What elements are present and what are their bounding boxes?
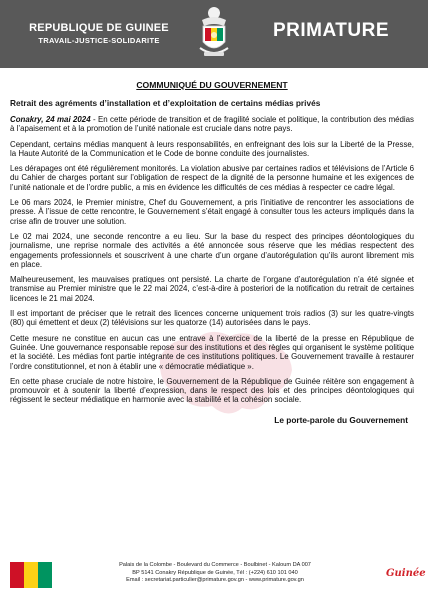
letterhead bbox=[0, 0, 428, 68]
footer-line: BP 5141 Conakry République de Guinée, Tél : (+224) 610 101 040 bbox=[132, 569, 298, 576]
paragraph: Il est important de préciser que le retrait des licences concerne uniquement trois radios (3) sur les quatre-vingts (80) qui émettent et deux (2) télévisions sur les quatorze (14) autorisées dans le pays. bbox=[10, 309, 414, 328]
national-motto: TRAVAIL-JUSTICE-SOLIDARITE bbox=[38, 36, 160, 45]
paragraph: Le 06 mars 2024, le Premier ministre, Chef du Gouvernement, a pris l’initiative de rencontrer les associations de presse. À l’issue de cette rencontre, le Gouvernement s’était engagé à consulter tous les acteurs impliqués dans la crise afin de trouver une solution. bbox=[10, 198, 414, 226]
letterhead-left bbox=[14, 22, 184, 45]
paragraph: Le 02 mai 2024, une seconde rencontre a eu lieu. Sur la base du respect des principes déontologiques du journalisme, une reprise normale des activités a été annoncée sous réserve que les médias respectent des engagements professionnels et souscrivent à une charte d’un organe d’autorégulation qu’ils auront librement mis en place. bbox=[10, 231, 414, 269]
paragraph: Cependant, certains médias manquent à leurs responsabilités, en enfreignant des lois sur la Liberté de la Presse, la Haute Autorité de la Communication et le Code de bonne conduite des journalistes. bbox=[10, 139, 414, 158]
country-name: REPUBLIQUE DE GUINEE bbox=[29, 22, 169, 34]
dateline: Conakry, 24 mai 2024 bbox=[10, 115, 91, 124]
communique-body bbox=[10, 80, 414, 425]
office-name: PRIMATURE bbox=[272, 20, 390, 41]
coat-of-arms-icon bbox=[196, 4, 232, 62]
paragraph: Cette mesure ne constitue en aucun cas une entrave à l’exercice de la liberté de la presse en République de Guinée. Une gouvernance responsable repose sur des institutions et des règles qui organisent le système politique et la société. Les médias font partie intégrante de ces institutions politiques. Le Gouvernement travaille à restaurer l’ordre constitutionnel, et non à établir une « démocratie médiatique ». bbox=[10, 333, 414, 371]
paragraph: En cette phase cruciale de notre histoire, le Gouvernement de la République de Guinée réitère son engagement à promouvoir et à soutenir la liberté d’expression, dans le respect des lois et des principes déontologiques qui régissent le secteur médiatique en harmonie avec la stabilité et la cohésion sociale. bbox=[10, 376, 414, 405]
paragraph-intro bbox=[10, 115, 414, 134]
document-subtitle: Retrait des agréments d’installation et d’exploitation de certains médias privés bbox=[10, 98, 321, 108]
footer-line: Email : secretariat.particulier@primature.gov.gn - www.primature.gov.gn bbox=[126, 577, 304, 583]
document-title: COMMUNIQUÉ DU GOUVERNEMENT bbox=[136, 80, 288, 90]
footer-address bbox=[100, 562, 330, 585]
guinea-flag-icon bbox=[10, 562, 52, 588]
signature-line: Le porte-parole du Gouvernement bbox=[274, 414, 408, 425]
footer-line: Palais de la Colombe - Boulevard du Commerce - Boulbinet - Kaloum DA 007 bbox=[119, 562, 311, 568]
paragraph: Les dérapages ont été régulièrement monitorés. La violation abusive par certaines radios et télévisions de l’Article 6 du Cahier de charges portant sur l’obligation de respect de la dignité de la personne humaine et les exigences de l’unité nationale et de l’ordre public, a mis en évidence les difficultés de ces médias à respecter ce cadre légal. bbox=[10, 164, 414, 192]
paragraph: Malheureusement, les mauvaises pratiques ont persisté. La charte de l’organe d’autorégulation n’a été signée et transmise au Premier ministre que le 22 mai 2024, c’est-à-dire à posteriori de la notification du retrait de certaines licences le 21 mai 2024. bbox=[10, 275, 414, 303]
paragraph-intro-text: - En cette période de transition et de fragilité sociale et politique, la contribution des médias à l’apaisement et à la promotion de l’unité nationale est cruciale dans notre pays. bbox=[10, 115, 414, 134]
guinee-logo: Guinée bbox=[386, 568, 426, 579]
